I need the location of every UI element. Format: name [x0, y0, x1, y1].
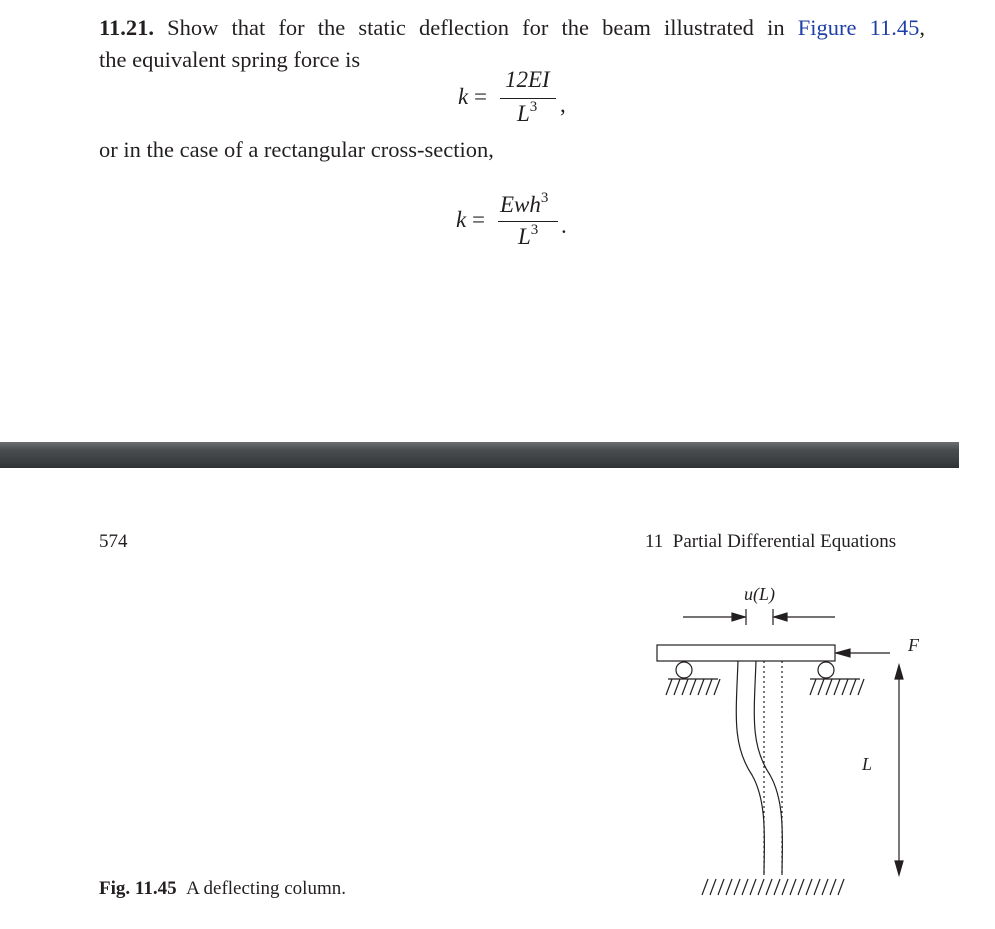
caption-text: A deflecting column.	[186, 878, 346, 899]
length-arrow-top	[895, 665, 903, 679]
eq1-numerator: 12EI	[505, 67, 550, 92]
base-ground-hatch	[702, 879, 844, 895]
caption-label: Fig. 11.45	[99, 878, 177, 899]
eq1-lhs: k	[458, 84, 469, 109]
eq2-lhs: k	[456, 207, 467, 232]
page-separator	[0, 442, 959, 468]
figure-caption	[99, 878, 346, 900]
eq2-numerator: Ewh$^3$	[500, 190, 549, 217]
eq2-fraction-bar	[498, 221, 558, 222]
eq2-equals: =	[472, 207, 485, 232]
eq1-equals: =	[474, 84, 487, 109]
problem-text-before-link: Show that for the static deflection for the beam illustrated in	[167, 15, 785, 40]
problem-statement-line1	[99, 12, 925, 43]
label-force: F	[908, 635, 919, 655]
eq1-fraction-bar	[500, 98, 556, 99]
beam	[657, 645, 835, 661]
eq1-denominator: $L^3$	[517, 99, 538, 126]
right-roller	[818, 662, 834, 678]
figure-link[interactable]: Figure 11.45	[797, 15, 920, 40]
eq2-denominator: $L^3$	[518, 222, 539, 249]
label-length: L	[862, 754, 873, 774]
page-number: 574	[99, 531, 128, 552]
length-arrow-bottom	[895, 861, 903, 875]
right-ground-hatch	[810, 679, 864, 695]
eq2-trailing: .	[561, 213, 567, 238]
force-arrow-head	[836, 649, 850, 657]
displacement-arrow-left-head	[732, 613, 745, 621]
left-ground-hatch	[666, 679, 720, 695]
rectangular-text: or in the case of a rectangular cross-section,	[99, 137, 494, 162]
problem-text-after-link: ,	[919, 15, 926, 40]
running-head: 11 Partial Differential Equations	[645, 531, 897, 552]
deflected-column-left-edge	[736, 661, 764, 875]
eq1-trailing: ,	[560, 92, 566, 117]
left-roller	[676, 662, 692, 678]
problem-statement-line2: the equivalent spring force is	[99, 47, 361, 72]
deflecting-column-figure	[640, 575, 940, 900]
deflected-column-right-edge	[754, 661, 782, 875]
label-displacement: u(L)	[744, 584, 775, 604]
displacement-arrow-right-head	[774, 613, 787, 621]
problem-number: 11.21.	[99, 15, 155, 40]
